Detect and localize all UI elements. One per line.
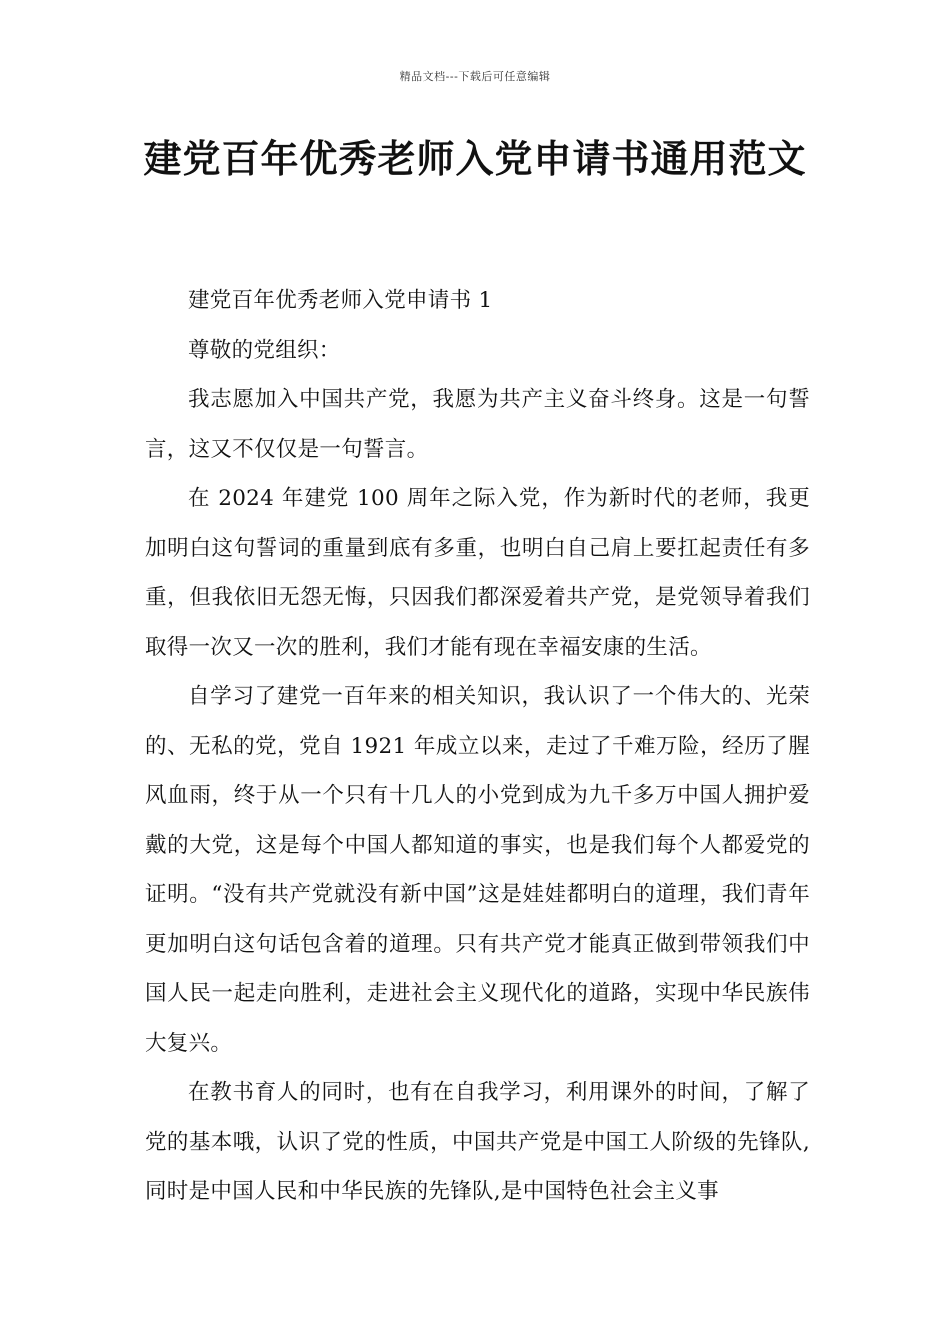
body-paragraph-1: 我志愿加入中国共产党，我愿为共产主义奋斗终身。这是一句誓言，这又不仅仅是一句誓言。 (145, 387, 810, 462)
body-paragraph-3: 自学习了建党一百年来的相关知识，我认识了一个伟大的、光荣的、无私的党，党自 1921 年成立以来，走过了千难万险，经历了腥风血雨，终于从一个只有十几人的小党到成为九千多万中国人拥护爱戴的大党，这是每个中国人都知道的事实，也是我们每个人都爱党的证明。“没有共产党就没有新中国”这是娃娃都明白的道理，我们青年更加明白这句话包含着的道理。只有共产党才能真正做到带领我们中国人民一起走向胜利，走进社会主义现代化的道路，实现中华民族伟大复兴。 (145, 684, 810, 1056)
salutation: 尊敬的党组织： (188, 337, 341, 363)
document-title: 建党百年优秀老师入党申请书通用范文 (143, 137, 807, 181)
body-paragraph-4: 在教书育人的同时，也有在自我学习，利用课外的时间，了解了党的基本哦，认识了党的性质，中国共产党是中国工人阶级的先锋队,同时是中国人民和中华民族的先锋队,是中国特色社会主义事 (145, 1080, 810, 1204)
header-note: 精品文档---下载后可任意编辑 (399, 70, 551, 83)
body-paragraph-2: 在 2024 年建党 100 周年之际入党，作为新时代的老师，我更加明白这句誓词的重量到底有多重，也明白自己肩上要扛起责任有多重，但我依旧无怨无悔，只因我们都深爱着共产党，是党领导着我们取得一次又一次的胜利，我们才能有现在幸福安康的生活。 (145, 486, 810, 660)
document-body (145, 276, 810, 1217)
section-heading: 建党百年优秀老师入党申请书 1 (188, 288, 493, 313)
